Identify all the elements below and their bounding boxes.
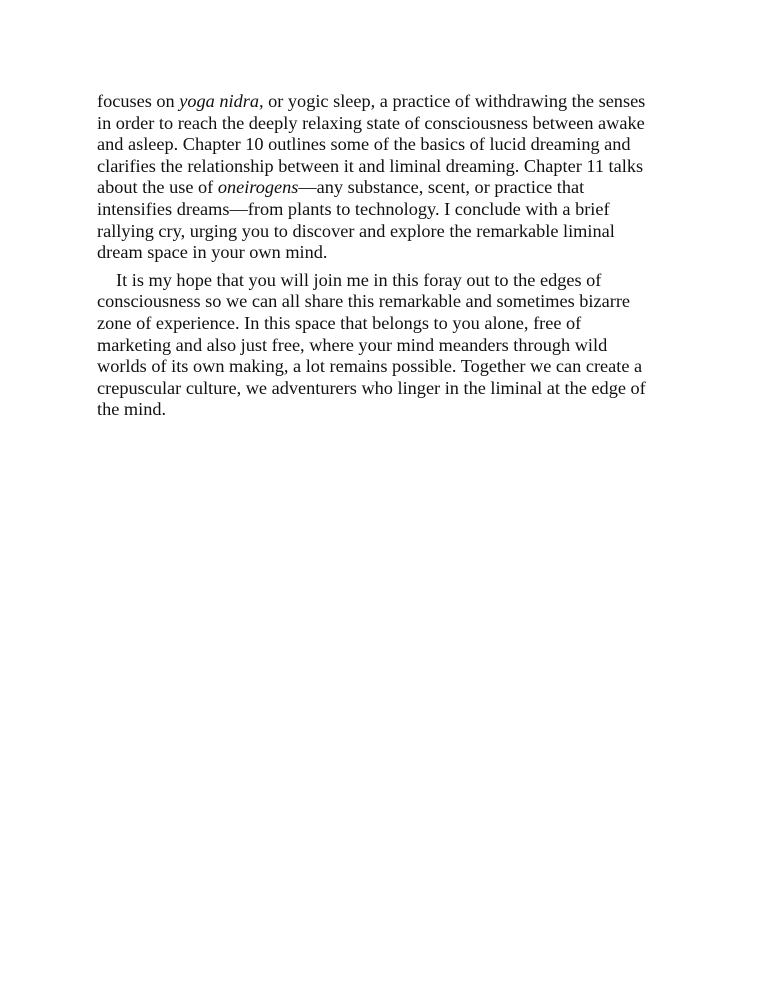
text-segment: consciousness so we can all share this remarkable and sometimes bizarre [97, 291, 631, 312]
text-segment: marketing and also just free, where your mind meanders through wild [97, 334, 608, 355]
text-line [97, 91, 677, 113]
italic-term-oneirogens: oneirogens [217, 177, 299, 198]
text-line [97, 335, 677, 357]
paragraph-closing-hope [97, 270, 677, 421]
text-segment: —any substance, scent, or practice that [298, 177, 585, 198]
text-segment: about the use of [97, 177, 218, 198]
text-line [97, 242, 677, 264]
book-page-body [97, 91, 677, 421]
text-segment: worlds of its own making, a lot remains possible. Together we can create a [97, 356, 643, 377]
text-line [97, 378, 677, 400]
text-segment: clarifies the relationship between it and liminal dreaming. Chapter 11 talks [97, 155, 644, 176]
text-segment: in order to reach the deeply relaxing state of consciousness between awake [97, 112, 645, 133]
text-line [97, 199, 677, 221]
text-line [97, 291, 677, 313]
text-line [97, 270, 677, 292]
text-segment: It is my hope that you will join me in this foray out to the edges of [116, 269, 602, 290]
text-segment: the mind. [97, 399, 167, 420]
italic-term-yoga-nidra: yoga nidra, [179, 91, 264, 111]
text-segment: focuses on [97, 91, 180, 111]
text-line [97, 156, 677, 178]
text-line [97, 313, 677, 335]
text-line [97, 177, 677, 199]
text-line [97, 113, 677, 135]
text-line [97, 399, 677, 421]
text-segment: zone of experience. In this space that belongs to you alone, free of [97, 312, 582, 333]
text-segment: rallying cry, urging you to discover and explore the remarkable liminal [97, 220, 615, 241]
text-line [97, 134, 677, 156]
text-line [97, 356, 677, 378]
text-line [97, 221, 677, 243]
paragraph-chapter-summary [97, 91, 677, 264]
text-segment: or yogic sleep, a practice of withdrawing the senses [263, 91, 646, 111]
text-segment: intensifies dreams—from plants to technology. I conclude with a brief [97, 198, 610, 219]
text-segment: crepuscular culture, we adventurers who linger in the liminal at the edge of [97, 377, 646, 398]
text-segment: dream space in your own mind. [97, 242, 328, 263]
text-segment: and asleep. Chapter 10 outlines some of the basics of lucid dreaming and [97, 134, 631, 155]
